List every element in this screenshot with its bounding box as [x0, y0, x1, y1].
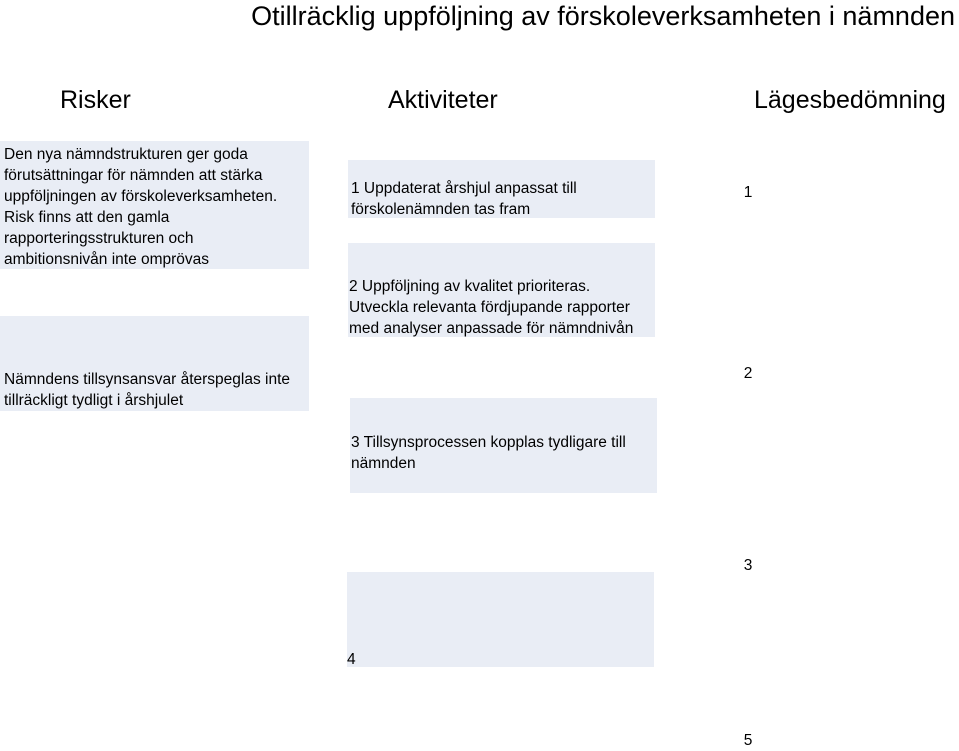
activities-header: Aktiviteter — [388, 86, 498, 114]
page-title: Otillräcklig uppföljning av förskoleverksamheten i nämnden — [251, 1, 955, 31]
activity-2-line: med analyser anpassade för nämndnivån — [349, 320, 634, 337]
risk-1-line: ambitionsnivån inte omprövas — [4, 251, 210, 268]
risk-text-1 — [4, 144, 277, 270]
assessment-value-5: 5 — [743, 732, 753, 749]
assessment-value-1: 1 — [743, 184, 753, 201]
activity-text-4 — [347, 649, 356, 670]
activity-text-1 — [351, 178, 577, 220]
activity-text-2 — [349, 276, 633, 339]
risk-1-line: Risk finns att den gamla — [4, 209, 170, 226]
risks-header: Risker — [60, 86, 131, 114]
risk-1-line: uppföljningen av förskoleverksamheten. — [4, 188, 278, 205]
activity-3-line: nämnden — [351, 455, 416, 472]
assessment-value-3: 3 — [743, 557, 753, 574]
activity-1-line: förskolenämnden tas fram — [351, 201, 531, 218]
activity-3-line: 3 Tillsynsprocessen kopplas tydligare till — [351, 434, 626, 451]
activity-2-line: 2 Uppföljning av kvalitet prioriteras. — [349, 278, 591, 295]
risk-text-2 — [4, 369, 290, 411]
activity-2-line: Utveckla relevanta fördjupande rapporter — [349, 299, 630, 316]
activity-text-3 — [351, 432, 626, 474]
assessment-value-2: 2 — [743, 365, 753, 382]
activity-4-line: 4 — [347, 651, 356, 668]
activity-box-4 — [347, 572, 654, 667]
risk-2-line: tillräckligt tydligt i årshjulet — [4, 392, 184, 409]
risk-1-line: Den nya nämndstrukturen ger goda — [4, 146, 248, 163]
risk-1-line: rapporteringsstrukturen och — [4, 230, 194, 247]
risk-1-line: förutsättningar för nämnden att stärka — [4, 167, 263, 184]
activity-1-line: 1 Uppdaterat årshjul anpassat till — [351, 180, 577, 197]
risk-2-line: Nämndens tillsynsansvar återspeglas inte — [4, 371, 291, 388]
assessment-header: Lägesbedömning — [754, 86, 946, 114]
